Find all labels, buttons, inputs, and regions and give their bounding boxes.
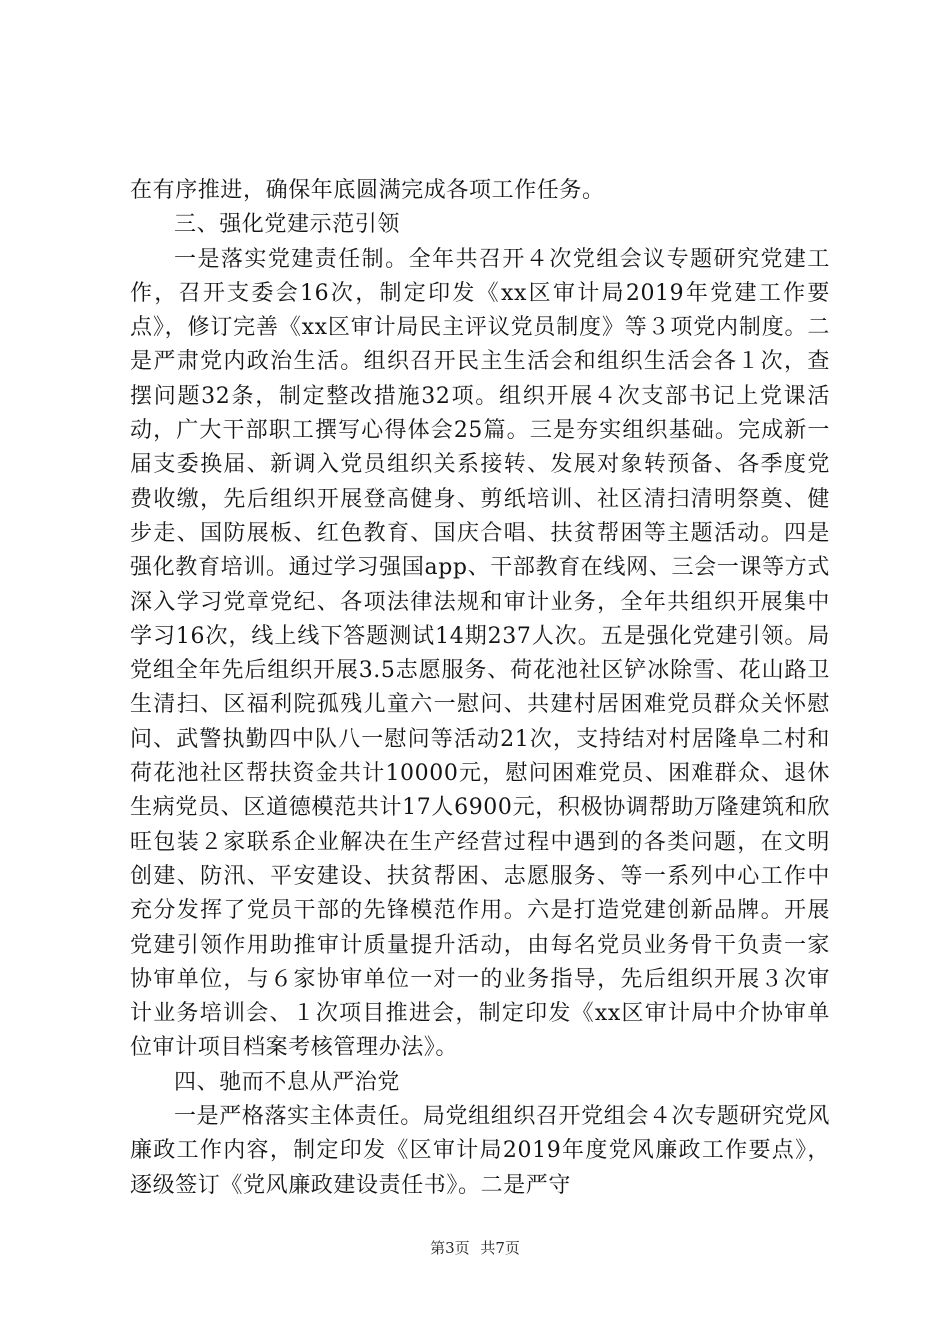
paragraph-strict-governance: 一是严格落实主体责任。局党组组织召开党组会４次专题研究党风廉政工作内容，制定印发《区审计局2019年度党风廉政工作要点》，逐级签订《党风廉政建设责任书》。二是严守 xyxy=(130,1104,830,1198)
section-heading-4: 四、驰而不息从严治党 xyxy=(174,1069,401,1095)
page-number: 第3页 xyxy=(430,1239,470,1257)
section-heading-3: 三、强化党建示范引领 xyxy=(174,212,401,238)
page-footer xyxy=(0,1238,950,1258)
paragraph-party-building: 一是落实党建责任制。全年共召开４次党组会议专题研究党建工作，召开支委会16次，制定印发《xx区审计局2019年党建工作要点》，修订完善《xx区审计局民主评议党员制度》等３项党内制度。二是严肃党内政治生活。组织召开民主生活会和组织生活会各１次，查摆问题32条，制定整改措施32项。组织开展４次支部书记上党课活动，广大干部职工撰写心得体会25篇。三是夯实组织基础。完成新一届支委换届、新调入党员组织关系接转、发展对象转预备、各季度党费收缴，先后组织开展登高健身、剪纸培训、社区清扫清明祭奠、健步走、国防展板、红色教育、国庆合唱、扶贫帮困等主题活动。四是强化教育培训。通过学习强国app、干部教育在线网、三会一课等方式深入学习党章党纪、各项法律法规和审计业务，全年共组织开展集中学习16次，线上线下答题测试14期237人次。五是强化党建引领。局党组全年先后组织开展3.5志愿服务、荷花池社区铲冰除雪、花山路卫生清扫、区福利院孤残儿童六一慰问、共建村居困难党员群众关怀慰问、武警执勤四中队八一慰问等活动21次，支持结对村居隆阜二村和荷花池社区帮扶资金共计10000元，慰问困难党员、困难群众、退休生病党员、区道德模范共计17人6900元，积极协调帮助万隆建筑和欣旺包装２家联系企业解决在生产经营过程中遇到的各类问题，在文明创建、防汛、平安建设、扶贫帮困、志愿服务、等一系列中心工作中充分发挥了党员干部的先锋模范作用。六是打造党建创新品牌。开展党建引领作用助推审计质量提升活动，由每名党员业务骨干负责一家协审单位，与６家协审单位一对一的业务指导，先后组织开展３次审计业务培训会、１次项目推进会，制定印发《xx区审计局中介协审单位审计项目档案考核管理办法》。 xyxy=(130,246,830,1061)
document-body xyxy=(130,174,830,1203)
paragraph-continuation: 在有序推进，确保年底圆满完成各项工作任务。 xyxy=(130,178,605,203)
page-total: 共7页 xyxy=(480,1239,520,1257)
